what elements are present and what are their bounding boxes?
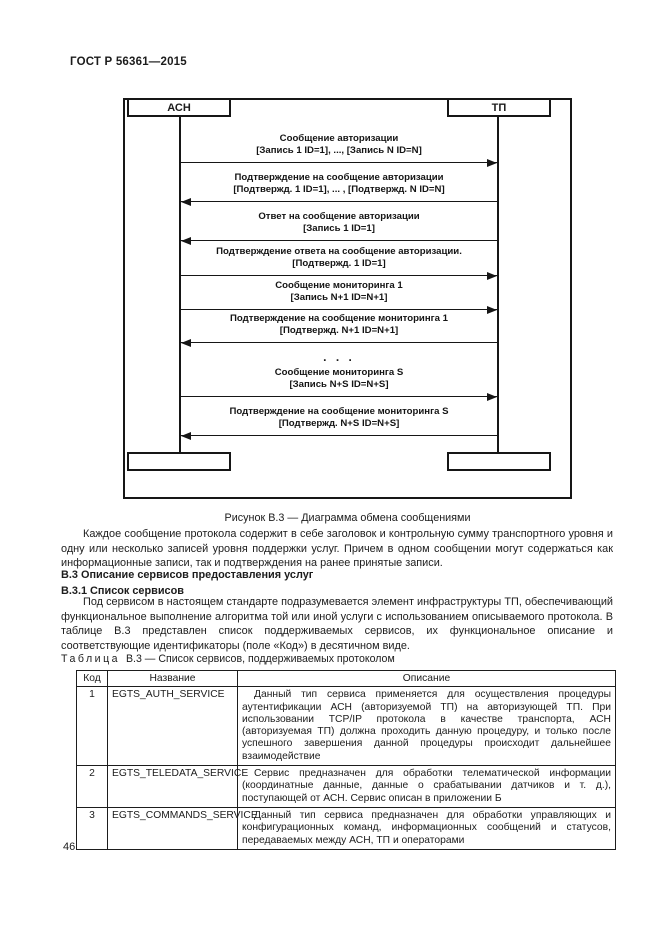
message-label-line1: Сообщение мониторинга 1	[275, 280, 403, 292]
table-cell-name: EGTS_COMMANDS_SERVICE	[108, 807, 238, 849]
figure-caption: Рисунок В.3 — Диаграмма обмена сообщениями	[224, 512, 471, 524]
arrowhead-right-icon	[487, 393, 497, 401]
table-cell-description: Сервис предназначен для обработки телематической информации (координатные данные, данные о срабатывании датчиков и т. д.), поступающей от АСН. Сервис описан в приложении Б	[238, 766, 616, 808]
message-2-arrow	[181, 201, 497, 202]
table-cell-description: Данный тип сервиса предназначен для обработки управляющих и конфигурационных команд, информационных сообщений и статусов, передаваемых между АСН, ТП и операторами	[238, 807, 616, 849]
col-header-name: Название	[108, 671, 238, 687]
message-label-line2: [Запись N+1 ID=N+1]	[290, 291, 388, 303]
message-label-line1: Подтверждение на сообщение авторизации	[234, 172, 444, 184]
message-4-arrow	[181, 275, 497, 276]
message-label-line2: [Запись 1 ID=1]	[303, 222, 375, 234]
heading-b3: В.3 Описание сервисов предоставления услуг	[61, 569, 314, 581]
arrowhead-left-icon	[181, 237, 191, 245]
paragraph-message-structure: Каждое сообщение протокола содержит в себе заголовок и контрольную сумму транспортного уровня и одну или несколько записей уровня поддержки услуг. Причем в одном сообщении могут содержаться как информационные записи, так и подтверждения на ранее принятые записи.	[61, 528, 613, 569]
arrowhead-left-icon	[181, 339, 191, 347]
message-label-line2: [Подтвержд. N+S ID=N+S]	[278, 417, 400, 429]
asn-end-box	[127, 452, 231, 471]
table-row	[77, 687, 616, 766]
paragraph-service-definition: Под сервисом в настоящем стандарте подразумевается элемент инфраструктуры ТП, обеспечивающий функциональное выполнение алгоритма той или иной услуги с использованием описываемого протокола. В таблице В.3 представлен список поддерживаемых сервисов, их функциональное описание и соответствующие идентификаторы (поле «Код») в десятичном виде.	[61, 596, 613, 652]
table-cell-name: EGTS_AUTH_SERVICE	[108, 687, 238, 766]
diagram-ellipsis: . . .	[323, 350, 355, 364]
col-header-description: Описание	[238, 671, 616, 687]
message-label-line2: [Подтвержд. 1 ID=1], ... , [Подтвержд. N ID=N]	[233, 183, 445, 195]
message-8-arrow	[181, 435, 497, 436]
arrowhead-left-icon	[181, 198, 191, 206]
message-6-label	[179, 313, 499, 336]
message-5-label	[179, 280, 499, 303]
message-label-line1: Подтверждение ответа на сообщение авторизации.	[216, 246, 462, 258]
message-1-label	[179, 133, 499, 156]
message-4-label	[179, 246, 499, 269]
services-table	[76, 670, 616, 850]
arrowhead-left-icon	[181, 432, 191, 440]
message-label-line1: Подтверждение на сообщение мониторинга S	[229, 406, 449, 418]
message-8-label	[179, 406, 499, 429]
message-label-line2: [Подтвержд. 1 ID=1]	[292, 257, 386, 269]
heading-b31: В.3.1 Список сервисов	[61, 585, 184, 597]
table-cell-code: 2	[77, 766, 108, 808]
message-3-arrow	[181, 240, 497, 241]
message-7-label	[179, 367, 499, 390]
table-caption-label: Таблица	[61, 653, 121, 665]
table-header-row	[77, 671, 616, 687]
tp-end-box	[447, 452, 551, 471]
message-1-arrow	[181, 162, 497, 163]
message-label-line1: Сообщение мониторинга S	[274, 367, 404, 379]
col-header-code: Код	[77, 671, 108, 687]
message-5-arrow	[181, 309, 497, 310]
table-row	[77, 766, 616, 808]
message-label-line2: [Запись 1 ID=1], ..., [Запись N ID=N]	[256, 144, 422, 156]
arrowhead-right-icon	[487, 272, 497, 280]
table-caption-text: В.3 — Список сервисов, поддерживаемых протоколом	[125, 653, 395, 665]
actor-tp-box: ТП	[447, 98, 551, 117]
table-row	[77, 807, 616, 849]
message-label-line1: Подтверждение на сообщение мониторинга 1	[230, 313, 448, 325]
page-number: 46	[63, 841, 76, 853]
message-exchange-diagram	[123, 98, 572, 499]
table-cell-code: 1	[77, 687, 108, 766]
message-2-label	[179, 172, 499, 195]
message-label-line1: Сообщение авторизации	[279, 133, 399, 145]
doc-number: ГОСТ Р 56361—2015	[70, 56, 187, 68]
table-cell-description: Данный тип сервиса применяется для осуществления процедуры аутентификации АСН (авторизуемой ТП) на авторизующей ТП. При использовании TCP/IP протокола в качестве транспорта, АСН (авторизуемая ТП) должна проходить данную процедуру, и только после успешного завершения данной процедуры происходит дальнейшее взаимодействие	[238, 687, 616, 766]
table-cell-name: EGTS_TELEDATA_SERVICE	[108, 766, 238, 808]
message-6-arrow	[181, 342, 497, 343]
table-cell-code: 3	[77, 807, 108, 849]
message-label-line2: [Запись N+S ID=N+S]	[289, 378, 389, 390]
message-label-line2: [Подтвержд. N+1 ID=N+1]	[279, 324, 399, 336]
actor-asn-box: АСН	[127, 98, 231, 117]
arrowhead-right-icon	[487, 159, 497, 167]
message-label-line1: Ответ на сообщение авторизации	[258, 211, 420, 223]
message-3-label	[179, 211, 499, 234]
table-caption	[61, 653, 613, 665]
message-7-arrow	[181, 396, 497, 397]
